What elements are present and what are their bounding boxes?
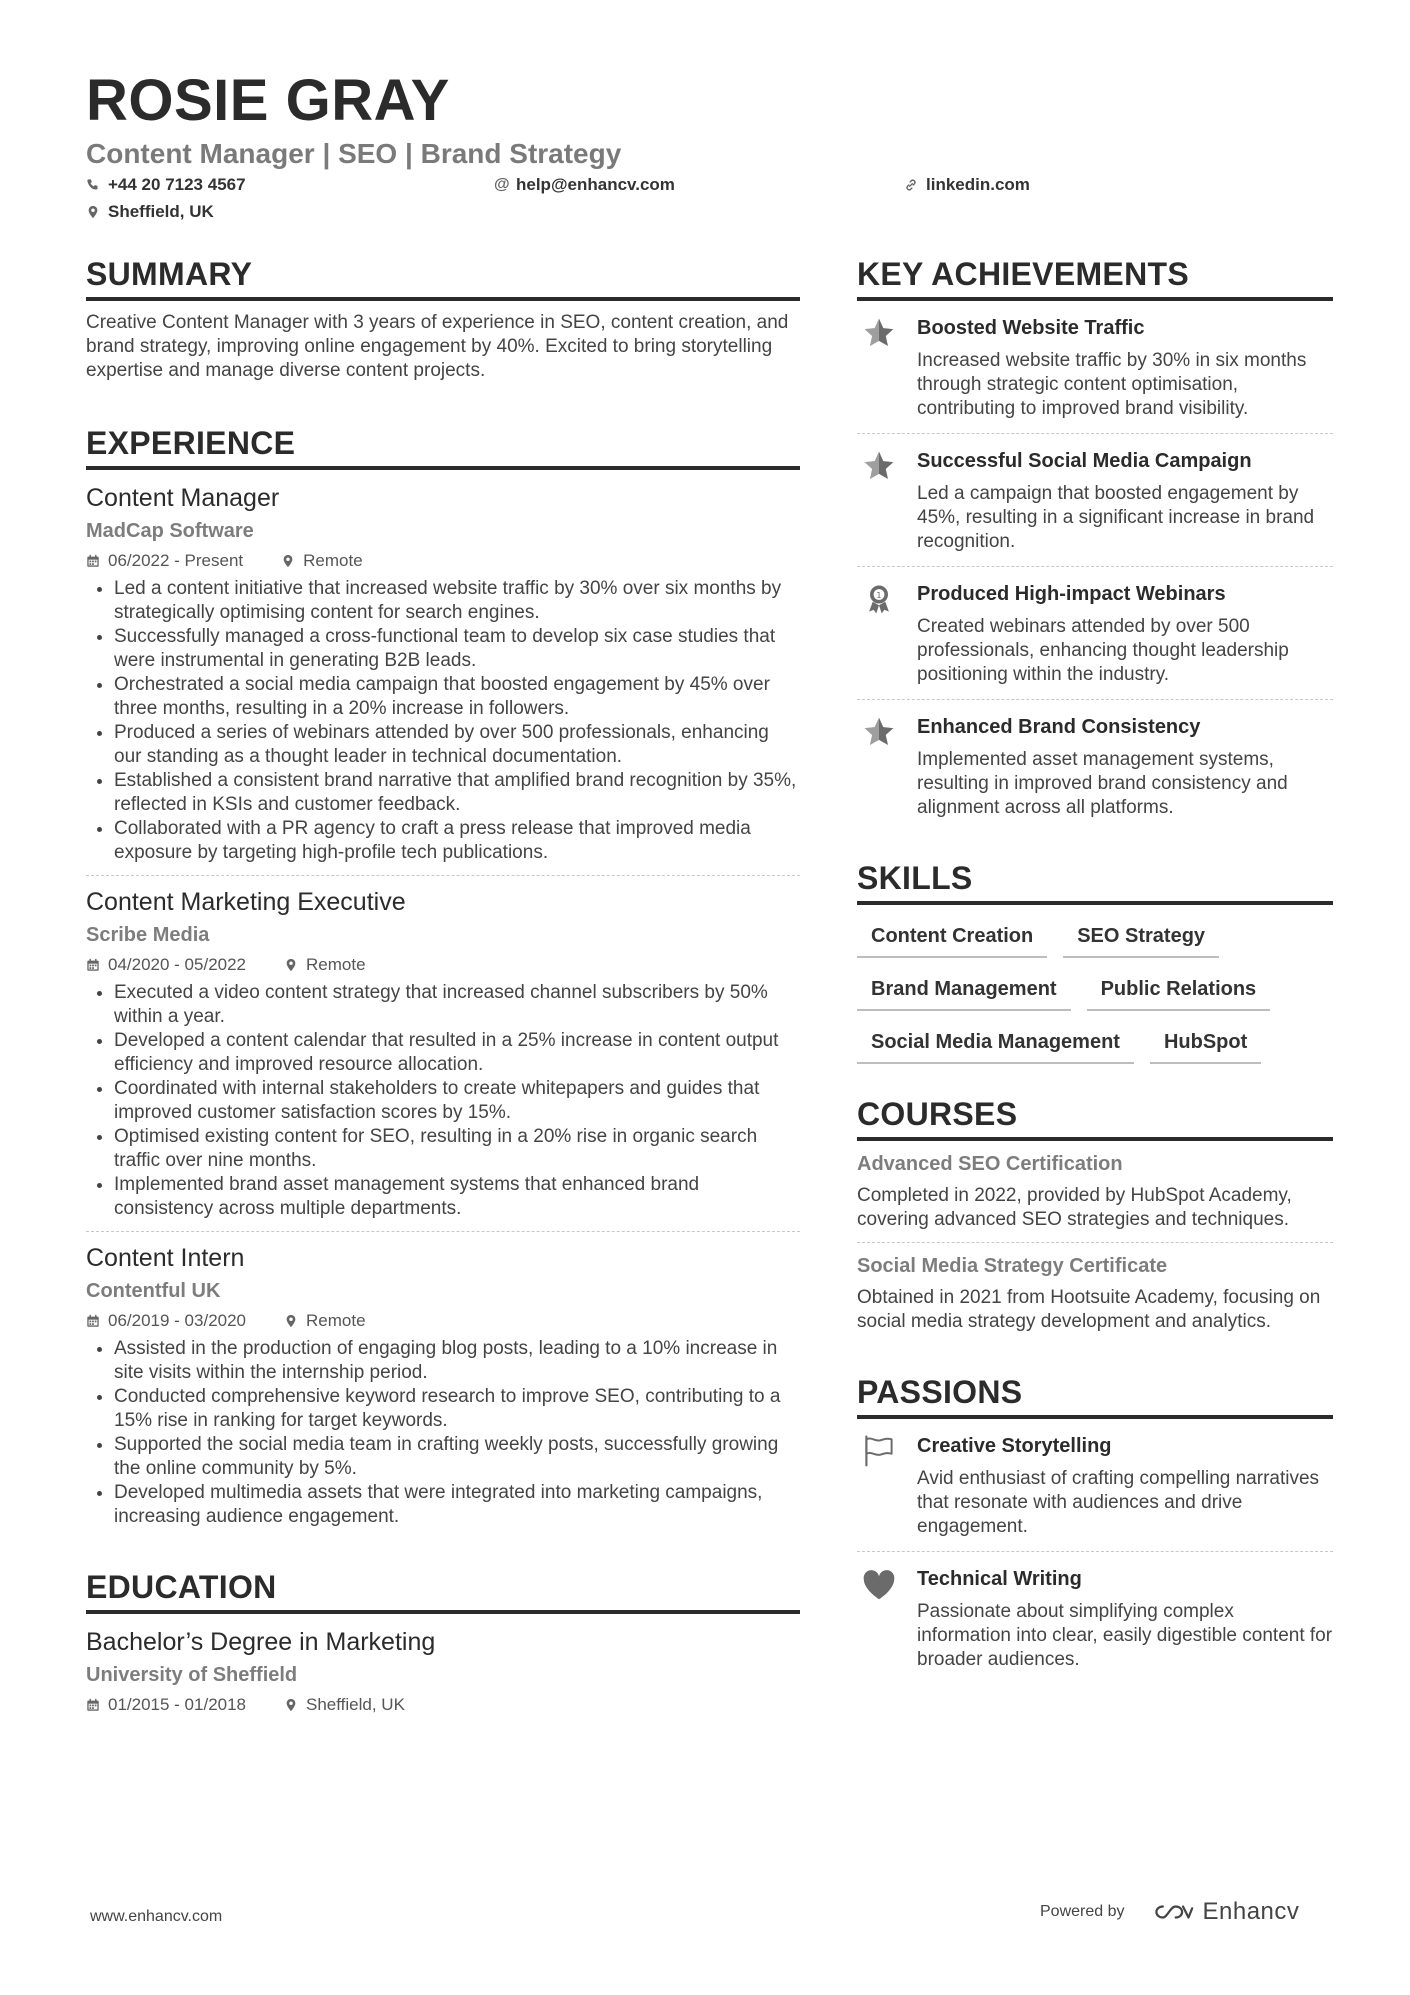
achievement-item [857,566,1333,699]
skills-list [857,905,1333,1064]
svg-text:1: 1 [876,590,882,601]
course-title: Advanced SEO Certification [857,1153,1123,1175]
job-dates: 04/2020 - 05/2022 [108,955,247,974]
job-meta [86,551,800,571]
passion-item [857,1419,1333,1551]
location-text: Sheffield, UK [108,202,214,221]
achievements-list [857,301,1333,832]
job-bullet: • Optimised existing content for SEO, resulting in a 20% rise in organic search traffic over nine months. [114,1125,800,1173]
passions-list [857,1419,1333,1684]
contact-phone [86,175,246,195]
education-section [86,1569,800,1715]
experience-entry [86,1231,800,1539]
job-dates: 06/2019 - 03/2020 [108,1311,247,1330]
achievement-desc: Created webinars attended by over 500 professionals, enhancing thought leadership positioning within the industry. [917,616,1289,685]
job-bullet: • Led a content initiative that increased website traffic by 30% over six months by strategically optimising content for search engines. [114,577,800,625]
candidate-headline: Content Manager | SEO | Brand Strategy [86,138,622,169]
location-pin-icon [284,1314,298,1328]
achievement-item [857,699,1333,832]
skill-tag: Brand Management [857,972,1071,1011]
location-pin-icon [284,1698,298,1712]
job-bullets [86,981,800,1221]
summary-heading: SUMMARY [86,256,800,301]
job-title: Content Manager [86,484,280,512]
job-dates: 06/2022 - Present [108,551,244,570]
enhancv-brand-text: Enhancv [1202,1898,1300,1925]
job-location: Remote [306,1311,366,1330]
job-bullet: • Executed a video content strategy that increased channel subscribers by 50% within a year. [114,981,800,1029]
linkedin-text[interactable]: linkedin.com [926,175,1030,194]
achievements-section [857,256,1333,832]
summary-section [86,256,800,383]
job-meta [86,955,800,975]
course-title: Social Media Strategy Certificate [857,1255,1168,1277]
courses-heading: COURSES [857,1096,1333,1141]
skills-section [857,860,1333,1064]
passion-body [917,1566,1333,1672]
star-icon [857,315,901,355]
job-bullets [86,1337,800,1529]
passion-desc: Avid enthusiast of crafting compelling narratives that resonate with audiences and drive engagement. [917,1468,1320,1537]
enhancv-logo-icon [1149,1901,1195,1923]
passion-desc: Passionate about simplifying complex information into clear, easily digestible content for broader audiences. [917,1601,1333,1670]
education-heading: EDUCATION [86,1569,800,1614]
job-bullet: • Developed multimedia assets that were integrated into marketing campaigns, increasing audience engagement. [114,1481,800,1529]
job-bullet: • Supported the social media team in crafting weekly posts, successfully growing the online community by 5%. [114,1433,800,1481]
passions-section [857,1374,1333,1684]
achievement-body [917,315,1333,421]
skill-tag: Content Creation [857,919,1047,958]
enhancv-logo[interactable] [1149,1898,1300,1926]
job-bullet: • Assisted in the production of engaging blog posts, leading to a 10% increase in site visits within the internship period. [114,1337,800,1385]
star-icon [857,448,901,488]
skill-tag: SEO Strategy [1063,919,1219,958]
job-bullet: • Orchestrated a social media campaign that boosted engagement by 45% over three months, resulting in a 20% increase in followers. [114,673,800,721]
courses-list [857,1141,1333,1344]
summary-text: Creative Content Manager with 3 years of experience in SEO, content creation, and brand strategy, improving online engagement by 40%. Excited to bring storytelling expertise and manage diverse content projects. [86,312,789,381]
experience-entry [86,482,800,875]
calendar-icon [86,958,100,972]
at-icon: @ [494,176,510,193]
skill-tag: Social Media Management [857,1025,1134,1064]
experience-entry [86,875,800,1231]
company-name: Contentful UK [86,1280,221,1302]
skill-tag: HubSpot [1150,1025,1261,1064]
course-item [857,1141,1333,1242]
achievement-desc: Increased website traffic by 30% in six months through strategic content optimisation, contributing to improved brand visibility. [917,350,1307,419]
flag-icon [857,1433,901,1473]
location-pin-icon [86,205,100,219]
skills-heading: SKILLS [857,860,1333,905]
achievement-title: Boosted Website Traffic [917,317,1145,339]
achievement-desc: Led a campaign that boosted engagement by 45%, resulting in a significant increase in brand recognition. [917,483,1315,552]
job-bullet: • Developed a content calendar that resulted in a 25% increase in content output efficiency and improved resource allocation. [114,1029,800,1077]
course-desc: Obtained in 2021 from Hootsuite Academy, focusing on social media strategy development and analytics. [857,1287,1321,1332]
achievement-body [917,581,1333,687]
degree-title: Bachelor’s Degree in Marketing [86,1628,436,1656]
powered-by-label: Powered by [1040,1903,1125,1920]
company-name: Scribe Media [86,924,210,946]
passion-item [857,1551,1333,1684]
job-bullet: • Coordinated with internal stakeholders to create whitepapers and guides that improved customer satisfaction scores by 15%. [114,1077,800,1125]
job-bullet: • Successfully managed a cross-functional team to develop six case studies that were instrumental in generating B2B leads. [114,625,800,673]
experience-list [86,482,800,1539]
heart-icon [857,1566,901,1606]
job-meta [86,1311,800,1331]
job-bullet: • Collaborated with a PR agency to craft a press release that improved media exposure by targeting high-profile tech publications. [114,817,800,865]
achievement-item [857,301,1333,433]
job-location: Remote [303,551,363,570]
education-meta [86,1695,800,1715]
job-location: Remote [306,955,366,974]
experience-section [86,425,800,1539]
courses-section [857,1096,1333,1344]
course-desc: Completed in 2022, provided by HubSpot Academy, covering advanced SEO strategies and techniques. [857,1185,1292,1230]
right-column [857,256,1333,1684]
achievement-title: Enhanced Brand Consistency [917,716,1201,738]
star-icon [857,714,901,754]
calendar-icon [86,1314,100,1328]
passion-title: Creative Storytelling [917,1435,1112,1457]
achievement-title: Successful Social Media Campaign [917,450,1252,472]
company-name: MadCap Software [86,520,254,542]
job-bullet: • Implemented brand asset management systems that enhanced brand consistency across multiple departments. [114,1173,800,1221]
experience-heading: EXPERIENCE [86,425,800,470]
job-bullet: • Produced a series of webinars attended by over 500 professionals, enhancing our standing as a thought leader in technical documentation. [114,721,800,769]
passion-body [917,1433,1333,1539]
education-dates: 01/2015 - 01/2018 [108,1695,247,1714]
education-location: Sheffield, UK [306,1695,405,1714]
left-column [86,256,800,1715]
award-icon [857,581,901,621]
phone-text: +44 20 7123 4567 [108,175,246,194]
passion-title: Technical Writing [917,1568,1082,1590]
achievement-body [917,448,1333,554]
location-pin-icon [281,554,295,568]
achievement-title: Produced High-impact Webinars [917,583,1226,605]
contact-location [86,202,214,222]
passions-heading: PASSIONS [857,1374,1333,1419]
candidate-name: ROSIE GRAY [86,68,450,133]
achievement-item [857,433,1333,566]
course-item [857,1242,1333,1344]
calendar-icon [86,554,100,568]
phone-icon [86,178,100,192]
job-title: Content Marketing Executive [86,888,406,916]
footer-website[interactable]: www.enhancv.com [90,1908,223,1925]
link-icon [904,178,918,192]
skill-tag: Public Relations [1087,972,1271,1011]
calendar-icon [86,1698,100,1712]
achievement-body [917,714,1333,820]
job-bullet: • Established a consistent brand narrative that amplified brand recognition by 35%, reflected in KSIs and customer feedback. [114,769,800,817]
achievements-heading: KEY ACHIEVEMENTS [857,256,1333,301]
footer-branding [1040,1898,1299,1926]
location-pin-icon [284,958,298,972]
email-text[interactable]: help@enhancv.com [516,175,675,194]
achievement-desc: Implemented asset management systems, resulting in improved brand consistency and alignment across all platforms. [917,749,1288,818]
job-title: Content Intern [86,1244,245,1272]
job-bullet: • Conducted comprehensive keyword research to improve SEO, contributing to a 15% rise in ranking for target keywords. [114,1385,800,1433]
job-bullets [86,577,800,865]
contact-linkedin[interactable] [904,175,1030,195]
school-name: University of Sheffield [86,1664,298,1686]
contact-email[interactable] [494,175,675,195]
